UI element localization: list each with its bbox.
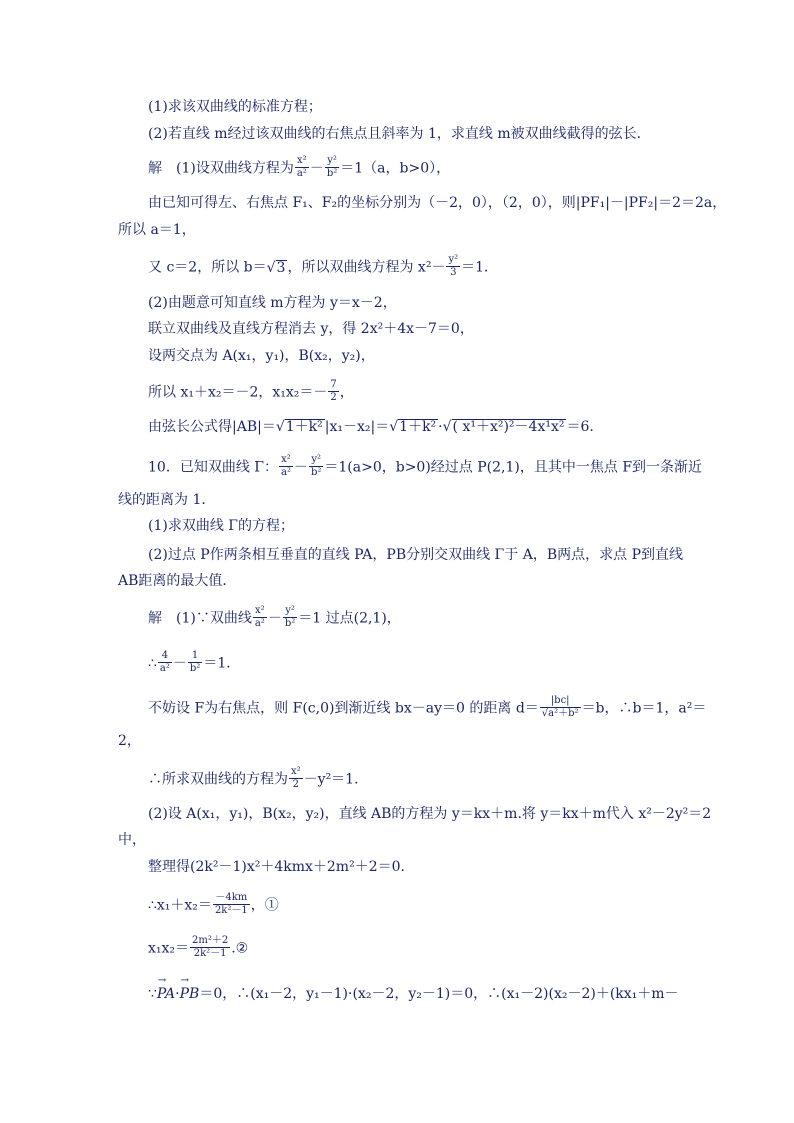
q9-chord-line: 由弦长公式得|AB|＝√1＋k² |x₁－x₂|＝√1＋k² ·√( x¹＋x²)²－4x¹x² ＝6.	[148, 419, 594, 435]
q10-simplify-line: 整理得(2k²－1)x²＋4kmx＋2m²＋2＝0．	[148, 859, 415, 875]
q9-foci-line2: 所以 a＝1，	[118, 222, 196, 238]
q10-distance-cont: 2，	[118, 733, 141, 749]
q10-stem: 10．已知双曲线 Γ： $\frac{\text{x²}}{\text{a²}}$ － $\frac{\text{y²}}{\text{b²}}$ ＝1(a>0，b>0)经过点 P(2,1)，且其中一焦点 F到一条渐近	[148, 454, 703, 478]
q9-part1: (1)求该双曲线的标准方程；	[148, 99, 322, 115]
q10-stem-cont: 线的距离为 1．	[118, 492, 216, 508]
q9-part2-line: (2)由题意可知直线 m方程为 y＝x－2，	[148, 295, 397, 311]
q10-distance-line: 不妨设 F为右焦点，则 F(c,0)到渐近线 bx－ay＝0 的距离 d＝ $\frac{|bc|}{\text{√a²＋b²}}$ ＝b，∴b＝1，a²＝	[148, 695, 707, 719]
q10-equation-line: ∴所求双曲线的方程为 $\frac{\text{x²}}{2}$ －y²＝1．	[148, 766, 369, 790]
q9-b-value: 又 c＝2，所以 b＝√3 ，所以双曲线方程为 x²－ $\frac{\text{y²}}{3}$ ＝1．	[148, 254, 499, 278]
q10-product-line: x₁x₂＝ $\frac{\text{2m²＋2}}{\text{2k²－1}}$ .②	[148, 935, 249, 959]
vector-pa: → PA	[157, 985, 175, 1003]
vector-pb: → PB	[180, 985, 200, 1003]
q9-solution-head: 解 (1)设双曲线方程为 $\frac{\text{x²}}{\text{a²}}$ － $\frac{\text{y²}}{\text{b²}}$ ＝1（a，b>0），	[148, 155, 451, 179]
q10-part2-cont: AB距离的最大值．	[118, 573, 237, 589]
q10-solution-head: 解 (1)∵双曲线 $\frac{\text{x²}}{\text{a²}}$ － $\frac{\text{y²}}{\text{b²}}$ ＝1 过点(2,1)，	[148, 605, 401, 629]
q10-part1: (1)求双曲线 Γ的方程；	[148, 518, 294, 534]
q10-part2-setup-cont: 中，	[118, 832, 146, 848]
q10-therefore-line: ∴ $\frac{4}{\text{a²}}$ － $\frac{1}{\text{b²}}$ ＝1．	[148, 650, 241, 674]
q9-vieta-line: 所以 x₁＋x₂＝－2，x₁x₂＝－ $\frac{7}{2}$ ，	[148, 379, 354, 403]
q9-foci-line1: 由已知可得左、右焦点 F₁、F₂的坐标分别为（－2，0），（2，0），则|PF₁|－|PF₂|＝2＝2a，	[148, 195, 727, 211]
q9-combine-line: 联立双曲线及直线方程消去 y，得 2x²＋4x－7＝0，	[148, 321, 474, 337]
q9-points-line: 设两交点为 A(x₁，y₁)，B(x₂，y₂)，	[148, 348, 375, 364]
q10-part2: (2)过点 P作两条相互垂直的直线 PA，PB分别交双曲线 Γ于 A，B两点，求点 P到直线	[148, 547, 683, 563]
q9-part2: (2)若直线 m经过该双曲线的右焦点且斜率为 1，求直线 m被双曲线截得的弦长．	[148, 126, 651, 142]
q10-dot-product-line: ∵→ PA·→ PB＝0，∴(x₁－2，y₁－1)·(x₂－2，y₂－1)＝0，∴(x₁－2)(x₂－2)＋(kx₁＋m－	[148, 985, 679, 1003]
q10-part2-setup: (2)设 A(x₁，y₁)，B(x₂，y₂)，直线 AB的方程为 y＝kx＋m.将 y＝kx＋m代入 x²－2y²＝2	[148, 806, 712, 822]
q10-sum-line: ∴x₁＋x₂＝ $\frac{-4km}{\text{2k²－1}}$ ，①	[148, 892, 279, 916]
